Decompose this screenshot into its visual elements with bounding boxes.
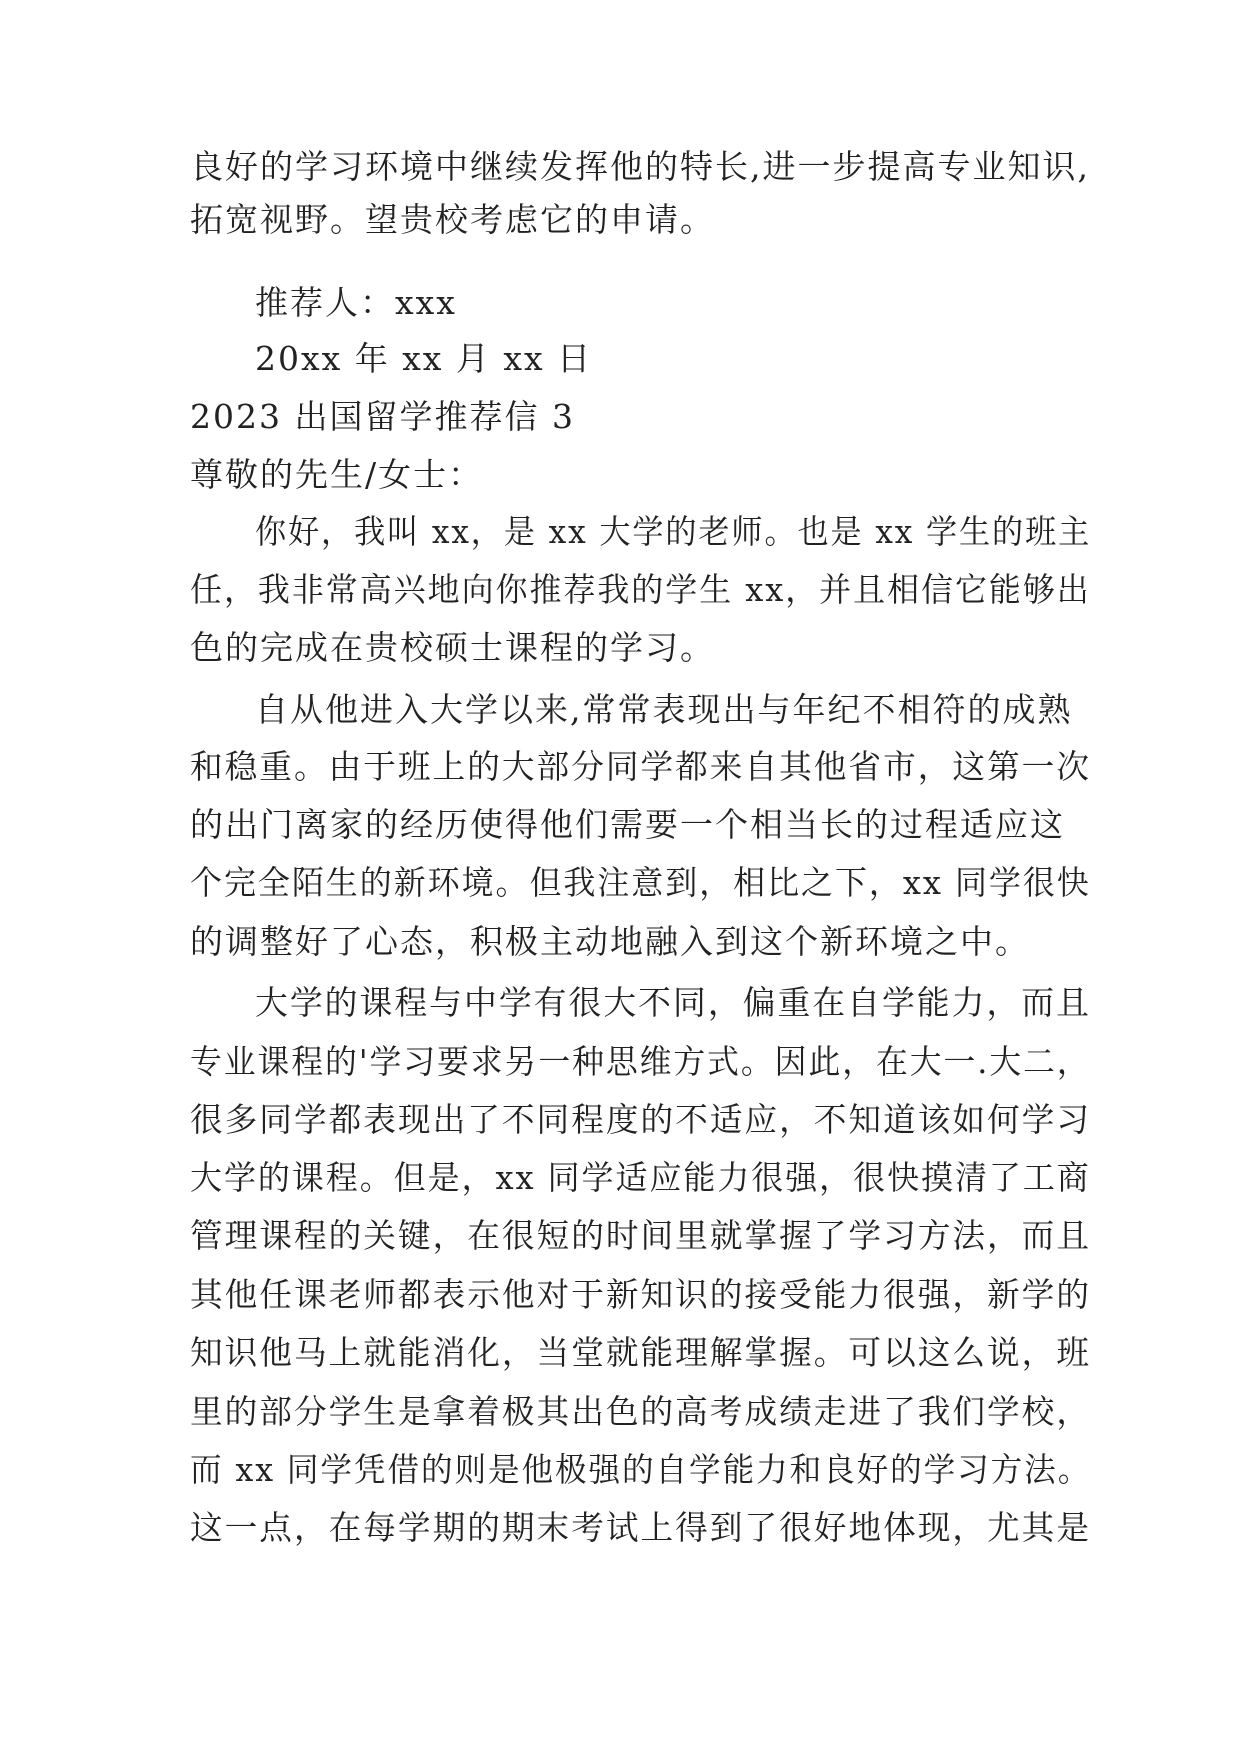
text-line: 任，我非常高兴地向你推荐我的学生 xx，并且相信它能够出 (190, 570, 1091, 609)
text-line: 很多同学都表现出了不同程度的不适应，不知道该如何学习 (190, 1100, 1091, 1139)
text-line: 良好的学习环境中继续发挥他的特长,进一步提高专业知识, (190, 147, 1090, 186)
text-line: 个完全陌生的新环境。但我注意到，相比之下，xx 同学很快 (190, 863, 1091, 902)
text-line: 你好，我叫 xx，是 xx 大学的老师。也是 xx 学生的班主 (255, 512, 1092, 551)
text-line: 其他任课老师都表示他对于新知识的接受能力很强，新学的 (190, 1275, 1091, 1314)
text-line: 管理课程的关键，在很短的时间里就掌握了学习方法，而且 (190, 1216, 1091, 1255)
text-line: 自从他进入大学以来,常常表现出与年纪不相符的成熟 (255, 690, 1073, 729)
date-line: 20xx 年 xx 月 xx 日 (255, 339, 593, 378)
text-line: 大学的课程。但是，xx 同学适应能力很强，很快摸清了工商 (190, 1158, 1091, 1197)
text-line: 和稳重。由于班上的大部分同学都来自其他省市，这第一次 (190, 747, 1091, 786)
text-line: 拓宽视野。望贵校考虑它的申请。 (190, 200, 715, 239)
text-line: 大学的课程与中学有很大不同，偏重在自学能力，而且 (255, 983, 1091, 1022)
text-line: 而 xx 同学凭借的则是他极强的自学能力和良好的学习方法。 (190, 1450, 1092, 1489)
text-line: 的出门离家的经历使得他们需要一个相当长的过程适应这 (190, 805, 1065, 844)
signature-line: 推荐人：xxx (255, 283, 457, 322)
text-line: 的调整好了心态，积极主动地融入到这个新环境之中。 (190, 922, 1030, 961)
text-line: 专业课程的'学习要求另一种思维方式。因此，在大一.大二， (190, 1042, 1091, 1081)
text-line: 知识他马上就能消化，当堂就能理解掌握。可以这么说，班 (190, 1333, 1091, 1372)
text-line: 里的部分学生是拿着极其出色的高考成绩走进了我们学校， (190, 1392, 1091, 1431)
section-title: 2023 出国留学推荐信 3 (190, 397, 575, 436)
text-line: 色的完成在贵校硕士课程的学习。 (190, 628, 715, 667)
text-line: 这一点，在每学期的期末考试上得到了很好地体现，尤其是 (190, 1508, 1091, 1547)
salutation: 尊敬的先生/女士： (190, 455, 484, 494)
